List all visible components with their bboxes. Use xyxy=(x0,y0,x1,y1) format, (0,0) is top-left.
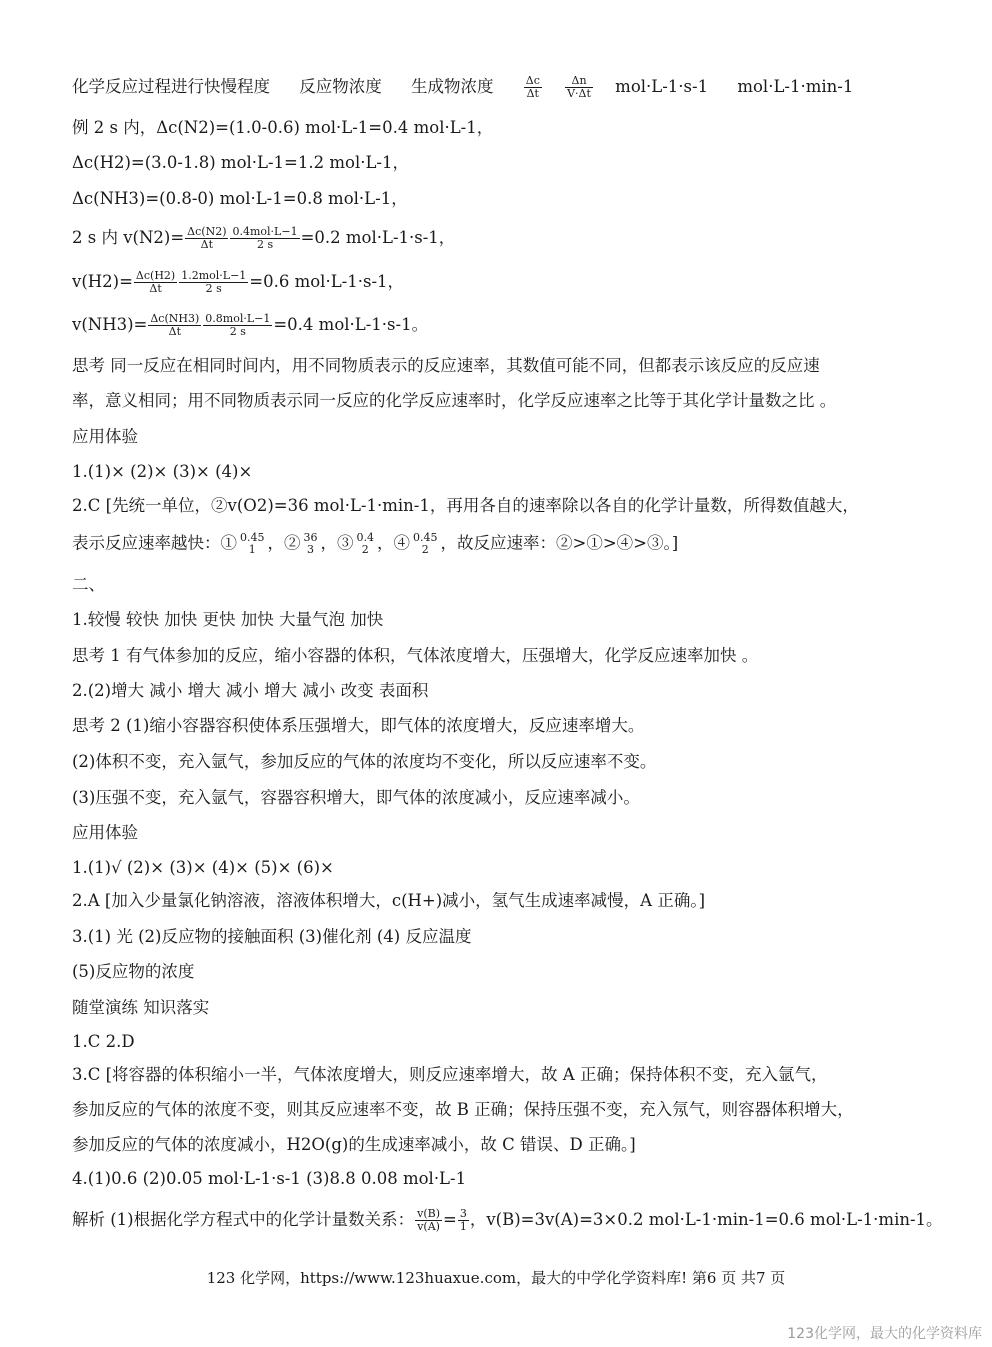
line-v-n2: 2 s 内 v(N2)= $\frac{\Delta c(N2)}{\Delta t}$ $\frac{\text{0.4mol·L−1}}{2 s}$ =0.2 mol·L-1·s-1， xyxy=(72,225,456,251)
fraction: $\frac{3}{1}$ xyxy=(459,1207,467,1233)
page-footer: 123 化学网，https://www.123huaxue.com，最大的中学化学资料库! 第6 页 共7 页 xyxy=(206,1269,786,1287)
unit-per-minute: mol·L-1·min-1 xyxy=(737,77,854,96)
think-line: 思考 1 有气体参加的反应，缩小容器的体积，气体浓度增大，压强增大，化学反应速率加快 。 xyxy=(72,646,759,665)
line-v-h2: v(H2)= $\frac{\Delta c(H2)}{\Delta t}$ $\frac{\text{1.2mol·L−1}}{2 s}$ =0.6 mol·L-1·s-1， xyxy=(72,269,405,295)
unit-per-second: mol·L-1·s-1 xyxy=(615,77,709,96)
answer-line: 3.C [将容器的体积缩小一半，气体浓度增大，则反应速率增大，故 A 正确；保持体积不变，充入氩气， xyxy=(72,1065,828,1084)
fraction: $\frac{\text{1.2mol·L−1}}{2 s}$ xyxy=(181,269,247,295)
line-rate-compare: 表示反应速率越快：① 0.45 1 ，② 36 3 ，③ 0.4 2 ，④ 0.45 2 ，故反应速率：②>①>④>③。] xyxy=(72,531,679,556)
def-text-b: 反应物浓度 xyxy=(299,77,382,96)
answer-line: 2.A [加入少量氯化钠溶液，溶液体积增大，c(H+)减小，氢气生成速率减慢，A 正确。] xyxy=(72,891,706,910)
fraction: $\frac{\Delta c(H2)}{\Delta t}$ xyxy=(135,269,176,295)
section-heading: 应用体验 xyxy=(72,823,138,842)
fraction: 0.45 1 xyxy=(240,531,265,556)
fraction: $\frac{v(B)}{v(A)}$ xyxy=(417,1207,441,1233)
line-v-nh3: v(NH3)= $\frac{\Delta c(NH3)}{\Delta t}$ $\frac{\text{0.8mol·L−1}}{2 s}$ =0.4 mol·L-1·s-1。 xyxy=(72,312,429,338)
think-line: (3)压强不变，充入氩气，容器容积增大，即气体的浓度减小，反应速率减小。 xyxy=(72,788,640,807)
section-heading: 随堂演练 知识落实 xyxy=(72,998,210,1017)
fraction-dn-vdt: $\frac{\Delta n}{V\cdot\Delta t}$ xyxy=(567,74,591,100)
line-dc-nh3: Δc(NH3)=(0.8-0) mol·L-1=0.8 mol·L-1， xyxy=(72,189,408,208)
line-think-1: 思考 同一反应在相同时间内，用不同物质表示的反应速率，其数值可能不同，但都表示该反应的反应速 xyxy=(72,356,820,375)
think-line: 思考 2 (1)缩小容器容积使体系压强增大，即气体的浓度增大，反应速率增大。 xyxy=(72,716,645,735)
answer-line: (5)反应物的浓度 xyxy=(72,962,195,981)
fraction: 36 3 xyxy=(303,531,318,556)
think-line: (2)体积不变，充入氩气，参加反应的气体的浓度均不变化，所以反应速率不变。 xyxy=(72,752,657,771)
fraction-dc-dt: $\frac{\Delta c}{\Delta t}$ xyxy=(525,74,540,100)
def-text-c: 生成物浓度 xyxy=(411,77,494,96)
answer-line: 3.(1) 光 (2)反应物的接触面积 (3)催化剂 (4) 反应温度 xyxy=(72,927,472,946)
section-heading: 二、 xyxy=(72,575,105,594)
line-example: 例 2 s 内，Δc(N2)=(1.0-0.6) mol·L-1=0.4 mol·L-1， xyxy=(72,118,494,137)
fraction: $\frac{\text{0.8mol·L−1}}{2 s}$ xyxy=(205,312,271,338)
answer-line: 1.较慢 较快 加快 更快 加快 大量气泡 加快 xyxy=(72,610,384,629)
line-analysis: 解析 (1)根据化学方程式中的化学计量数关系： $\frac{v(B)}{v(A)}$ = $\frac{3}{1}$ ，v(B)=3v(A)=3×0.2 mol·L-1·min-1=0.6 mol·L-1·min-1。 xyxy=(72,1207,943,1233)
answer-line: 参加反应的气体的浓度减小，H2O(g)的生成速率减小，故 C 错误、D 正确。] xyxy=(72,1135,636,1154)
fraction: $\frac{\Delta c(NH3)}{\Delta t}$ xyxy=(150,312,200,338)
fraction: 0.45 2 xyxy=(413,531,438,556)
answer-line: 参加反应的气体的浓度不变，则其反应速率不变，故 B 正确；保持压强不变，充入氖气，则容器体积增大， xyxy=(72,1100,854,1119)
def-text-a: 化学反应过程进行快慢程度 xyxy=(72,77,270,96)
line-think-2: 率，意义相同；用不同物质表示同一反应的化学反应速率时，化学反应速率之比等于其化学计量数之比 。 xyxy=(72,391,837,410)
fraction: $\frac{\Delta c(N2)}{\Delta t}$ xyxy=(187,225,227,251)
answer-line: 1.(1)√ (2)× (3)× (4)× (5)× (6)× xyxy=(72,858,334,877)
fraction: 0.4 2 xyxy=(356,531,374,556)
answer-line: 4.(1)0.6 (2)0.05 mol·L-1·s-1 (3)8.8 0.08 mol·L-1 xyxy=(72,1169,467,1188)
section-heading: 应用体验 xyxy=(72,427,138,446)
answer-line: 1.(1)× (2)× (3)× (4)× xyxy=(72,462,253,481)
answer-line: 2.C [先统一单位，②v(O2)=36 mol·L-1·min-1，再用各自的速率除以各自的化学计量数，所得数值越大， xyxy=(72,496,859,515)
line-dc-h2: Δc(H2)=(3.0-1.8) mol·L-1=1.2 mol·L-1， xyxy=(72,153,409,172)
watermark: 123化学网，最大的化学资料库 xyxy=(787,1326,982,1342)
answer-line: 1.C 2.D xyxy=(72,1032,135,1051)
fraction: $\frac{\text{0.4mol·L−1}}{2 s}$ xyxy=(232,225,298,251)
line-definition xyxy=(72,75,853,100)
answer-line: 2.(2)增大 减小 增大 减小 增大 减小 改变 表面积 xyxy=(72,681,429,700)
